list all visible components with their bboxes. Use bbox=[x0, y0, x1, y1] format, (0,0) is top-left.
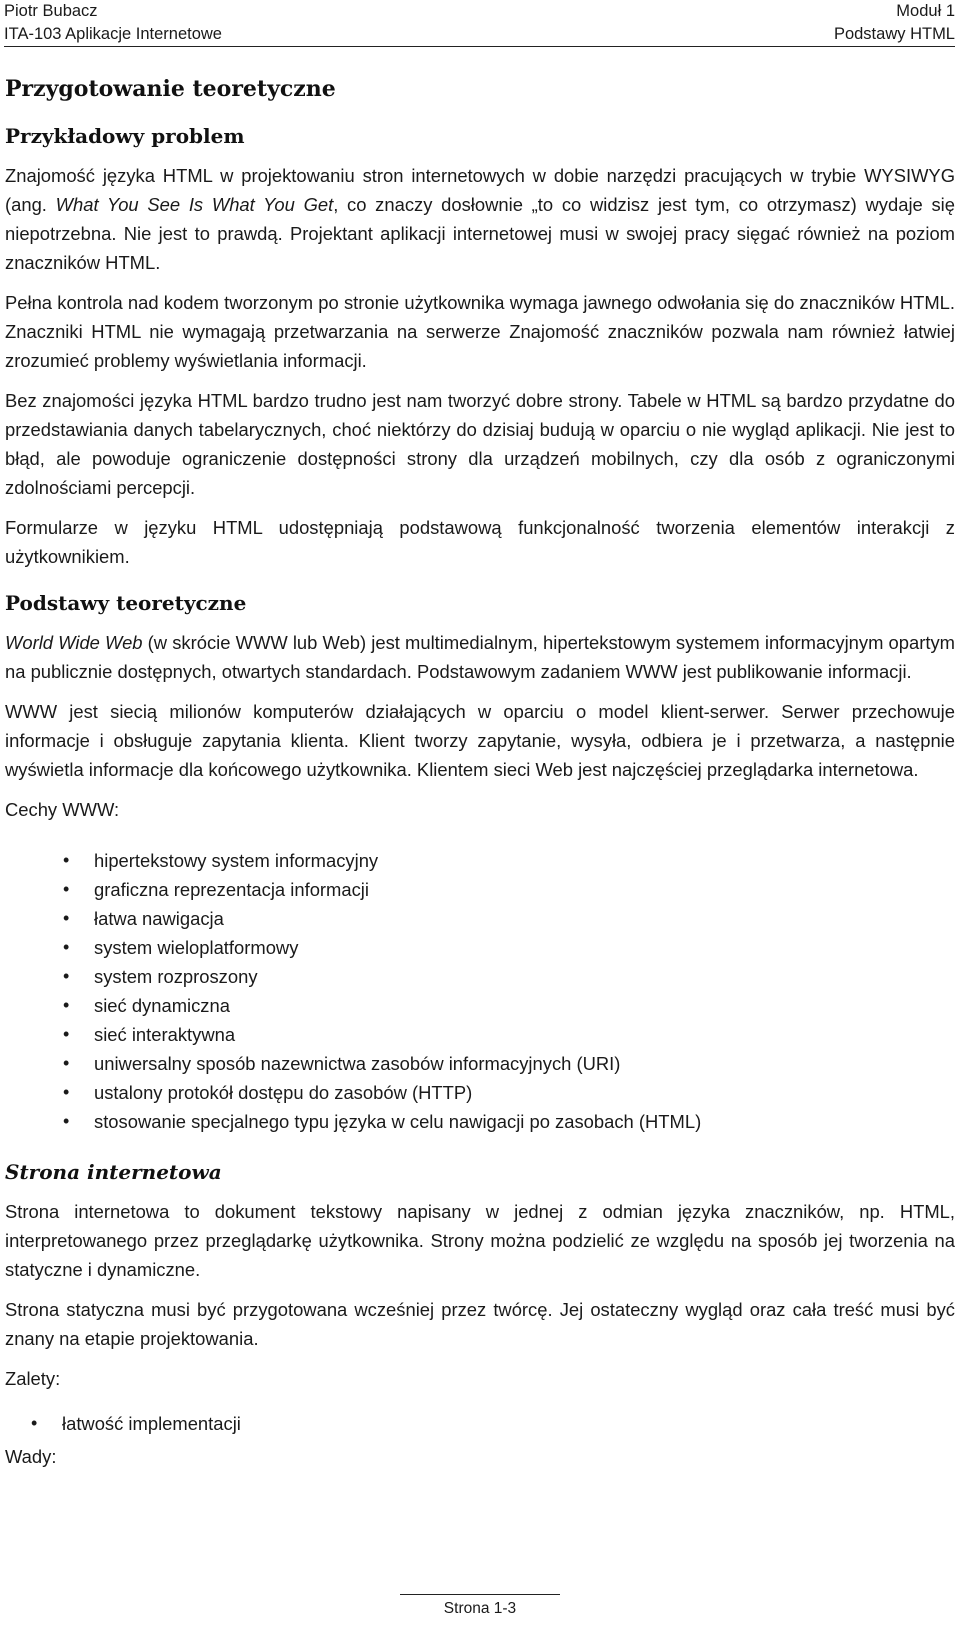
list-item-text: sieć dynamiczna bbox=[94, 995, 230, 1016]
list-item bbox=[5, 1049, 955, 1078]
pros-label: Zalety: bbox=[5, 1368, 61, 1389]
list-item bbox=[5, 991, 955, 1020]
cons-label: Wady: bbox=[5, 1446, 57, 1467]
section-heading-problem: Przykładowy problem bbox=[5, 124, 245, 148]
page-footer bbox=[0, 1594, 960, 1629]
header-left bbox=[4, 0, 222, 46]
list-item-text: sieć interaktywna bbox=[94, 1024, 236, 1045]
list-item-text: system wieloplatformowy bbox=[94, 937, 299, 958]
paragraph: Strona statyczna musi być przygotowana wcześniej przez twórcę. Jej ostateczny wygląd oraz cała treść musi być znany na etapie projektowania. bbox=[5, 1299, 955, 1349]
bullet-icon: • bbox=[63, 1053, 70, 1073]
paragraph: World Wide Web (w skrócie WWW lub Web) jest multimedialnym, hipertekstowym systemem informacyjnym opartym na publicznie dostępnych, otwartych standardach. Podstawowym zadaniem WWW jest publikowanie informacji. bbox=[5, 632, 955, 682]
paragraph: Znajomość języka HTML w projektowaniu stron internetowych w dobie narzędzi pracujących w trybie WYSIWYG (ang. What You See Is What You Get, co znaczy dosłownie „to co widzisz jest tym, co otrzymasz) wydaje się niepotrzebna. Nie jest to prawdą. Projektant aplikacji internetowej musi w swojej pracy sięgać również na poziom znaczników HTML. bbox=[5, 165, 955, 273]
header-right bbox=[834, 0, 955, 46]
list-item bbox=[5, 875, 955, 904]
list-item-text: uniwersalny sposób nazewnictwa zasobów informacyjnych (URI) bbox=[94, 1053, 621, 1074]
list-item bbox=[5, 1107, 955, 1136]
features-list bbox=[5, 846, 955, 1136]
bullet-icon: • bbox=[63, 1082, 70, 1102]
page-header bbox=[4, 0, 955, 47]
list-item-text: stosowanie specjalnego typu języka w celu nawigacji po zasobach (HTML) bbox=[94, 1111, 702, 1132]
bullet-icon: • bbox=[31, 1413, 38, 1433]
list-item-text: łatwa nawigacja bbox=[94, 908, 224, 929]
author-name: Piotr Bubacz bbox=[4, 2, 98, 20]
list-item-text: łatwość implementacji bbox=[62, 1413, 241, 1434]
module-number: Moduł 1 bbox=[896, 2, 955, 20]
page-number: Strona 1-3 bbox=[443, 1600, 517, 1617]
list-item bbox=[5, 846, 955, 875]
module-title: Podstawy HTML bbox=[833, 25, 955, 43]
pros-list bbox=[5, 1409, 955, 1438]
bullet-icon: • bbox=[63, 966, 70, 986]
paragraph: Strona internetowa to dokument tekstowy napisany w jednej z odmian języka znaczników, np. HTML, interpretowanego przez przeglądarkę użytkownika. Strony można podzielić ze względu na sposób jej tworzenia na statyczne i dynamiczne. bbox=[5, 1201, 955, 1280]
page-title: Przygotowanie teoretyczne bbox=[5, 76, 336, 102]
bullet-icon: • bbox=[63, 1111, 70, 1131]
paragraph: WWW jest siecią milionów komputerów działających w oparciu o model klient-serwer. Serwer przechowuje informacje i obsługuje zapytania klienta. Klient tworzy zapytanie, wysyła, odbiera je i przetwarza, a następnie wyświetla informacje dla końcowego użytkownika. Klientem sieci Web jest najczęściej przeglądarka internetowa. bbox=[5, 701, 955, 780]
bullet-icon: • bbox=[63, 1024, 70, 1044]
paragraph: Formularze w języku HTML udostępniają podstawową funkcjonalność tworzenia elementów interakcji z użytkownikiem. bbox=[5, 517, 955, 567]
section-heading-theory: Podstawy teoretyczne bbox=[5, 591, 247, 615]
paragraph: Bez znajomości języka HTML bardzo trudno jest nam tworzyć dobre strony. Tabele w HTML są bardzo przydatne do przedstawiania danych tabelarycznych, choć niektórzy do dzisiaj budują w oparciu o nie wygląd aplikacji. Nie jest to błąd, ale powoduje ograniczenie dostępności strony dla urządzeń mobilnych, czy dla osób z ograniczonymi zdolnościami percepcji. bbox=[5, 390, 955, 498]
bullet-icon: • bbox=[63, 908, 70, 928]
list-item bbox=[5, 933, 955, 962]
bullet-icon: • bbox=[63, 879, 70, 899]
list-item-text: graficzna reprezentacja informacji bbox=[94, 879, 369, 900]
list-item bbox=[5, 1020, 955, 1049]
bullet-icon: • bbox=[63, 995, 70, 1015]
list-item bbox=[5, 962, 955, 991]
bullet-icon: • bbox=[63, 850, 70, 870]
footer-divider bbox=[400, 1594, 560, 1595]
list-item bbox=[5, 1078, 955, 1107]
list-item bbox=[5, 904, 955, 933]
course-name: ITA-103 Aplikacje Internetowe bbox=[4, 25, 222, 43]
list-item-text: hipertekstowy system informacyjny bbox=[94, 850, 379, 871]
list-item bbox=[5, 1409, 955, 1438]
section-heading-webpage: Strona internetowa bbox=[5, 1160, 222, 1184]
features-label: Cechy WWW: bbox=[5, 799, 120, 820]
bullet-icon: • bbox=[63, 937, 70, 957]
document-body bbox=[5, 68, 955, 1471]
paragraph: Pełna kontrola nad kodem tworzonym po stronie użytkownika wymaga jawnego odwołania się do znaczników HTML. Znaczniki HTML nie wymagają przetwarzania na serwerze Znajomość znaczników pozwala nam również łatwiej zrozumieć problemy wyświetlania informacji. bbox=[5, 292, 955, 371]
list-item-text: ustalony protokół dostępu do zasobów (HTTP) bbox=[94, 1082, 473, 1103]
list-item-text: system rozproszony bbox=[94, 966, 258, 987]
